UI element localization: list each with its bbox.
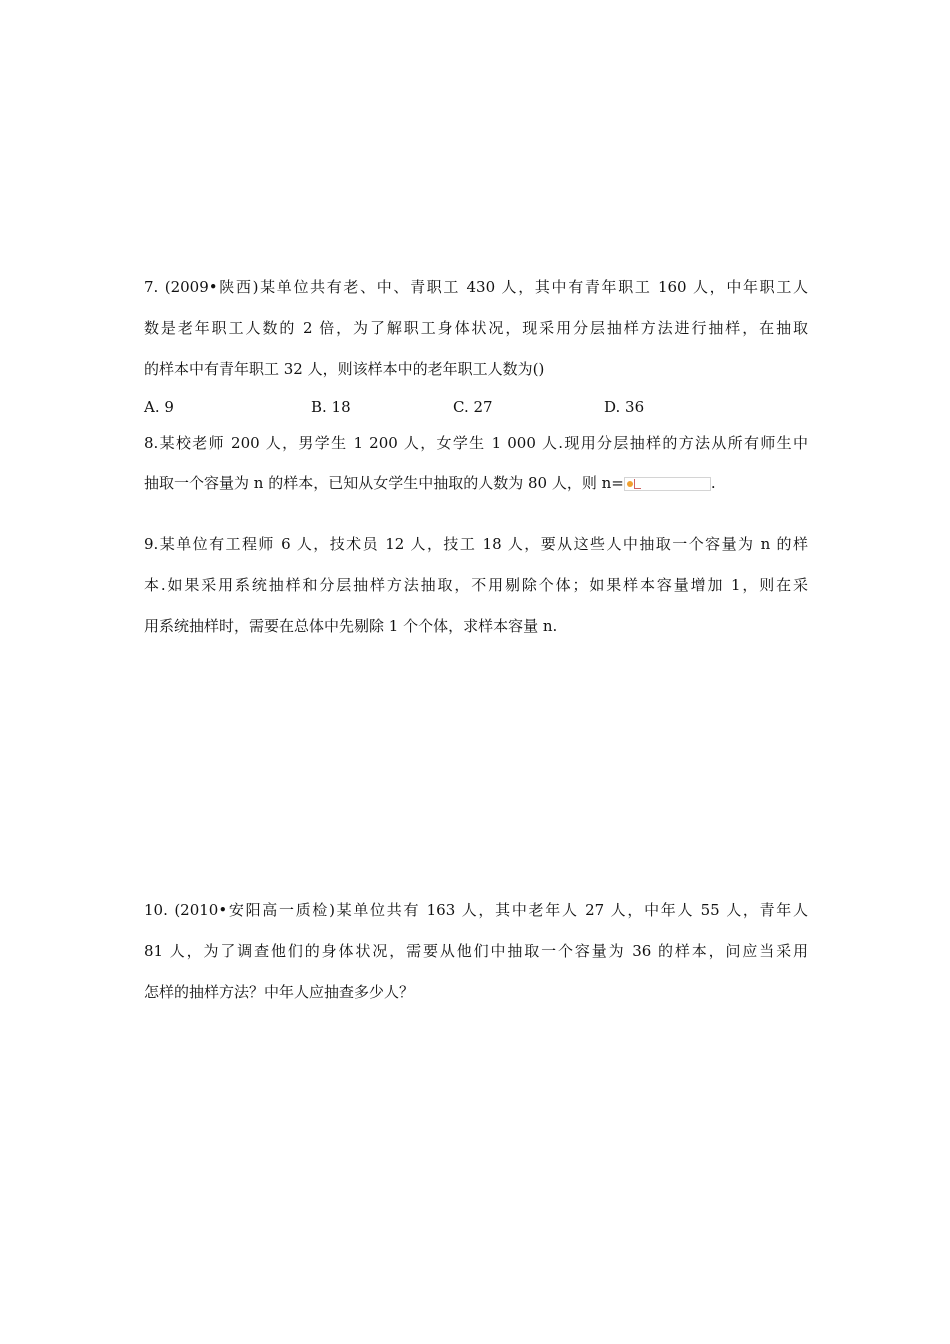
q8-line2-end: . [710,474,716,492]
q7-option-c: C. 27 [453,398,493,416]
q9-line2: 本.如果采用系统抽样和分层抽样方法抽取，不用剔除个体；如果样本容量增加 1，则在采 [144,576,808,594]
q7-option-b: B. 18 [311,398,351,416]
q8-line1: 8.某校老师 200 人，男学生 1 200 人，女学生 1 000 人.现用分层抽样的方法从所有师生中 [144,434,808,452]
q7-option-a: A. 9 [144,398,174,416]
q10-line2: 81 人，为了调查他们的身体状况，需要从他们中抽取一个容量为 36 的样本，问应当采用 [144,942,808,960]
broken-image-icon [627,481,633,487]
q10-line1: 10. (2010•安阳高一质检)某单位共有 163 人，其中老年人 27 人，中年人 55 人，青年人 [144,901,808,919]
q8-line2 [144,473,808,493]
q7-option-d: D. 36 [604,398,645,416]
q10-line3: 怎样的抽样方法？中年人应抽查多少人？ [144,983,415,1001]
q7-line1: 7. (2009•陕西)某单位共有老、中、青职工 430 人，其中有青年职工 160 人，中年职工人 [144,278,808,296]
q8-line2-text: 抽取一个容量为 n 的样本，已知从女学生中抽取的人数为 80 人，则 n= [144,474,624,492]
q9-line3: 用系统抽样时，需要在总体中先剔除 1 个个体，求样本容量 n. [144,617,558,635]
q9-line1: 9.某单位有工程师 6 人，技术员 12 人，技工 18 人，要从这些人中抽取一个容量为 n 的样 [144,535,808,553]
answer-blank-image [624,477,711,491]
q7-line3: 的样本中有青年职工 32 人，则该样本中的老年职工人数为() [144,360,545,378]
q7-line2: 数是老年职工人数的 2 倍，为了解职工身体状况，现采用分层抽样方法进行抽样，在抽取 [144,319,808,337]
